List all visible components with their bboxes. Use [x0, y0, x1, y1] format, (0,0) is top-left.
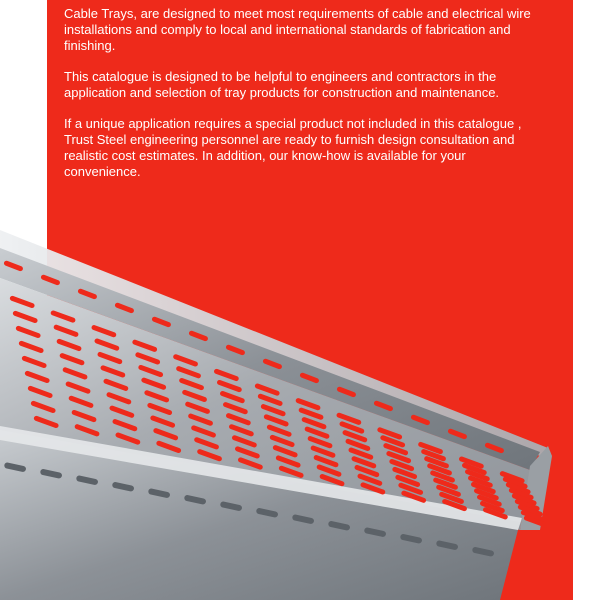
paragraph-2 [64, 69, 558, 101]
p1-line-3: finishing. [64, 38, 116, 53]
p3-line-4: convenience. [64, 164, 141, 179]
paragraph-1 [64, 6, 558, 54]
p2-line-1: This catalogue is designed to be helpful to engineers and contractors in the [64, 69, 497, 84]
p1-line-1: Cable Trays, are designed to meet most requirements of cable and electrical wire [64, 6, 531, 21]
p3-line-1: If a unique application requires a special product not included in this catalogue , [64, 116, 522, 131]
cable-tray-image [0, 230, 560, 600]
paragraph-3 [64, 116, 558, 180]
p3-line-3: realistic cost estimates. In addition, our know-how is available for your [64, 148, 466, 163]
intro-text [64, 6, 558, 195]
p1-line-2: installations and comply to local and international standards of fabrication and [64, 22, 511, 37]
p2-line-2: application and selection of tray products for construction and maintenance. [64, 85, 500, 100]
p3-line-2: Trust Steel engineering personnel are ready to furnish design consultation and [64, 132, 515, 147]
